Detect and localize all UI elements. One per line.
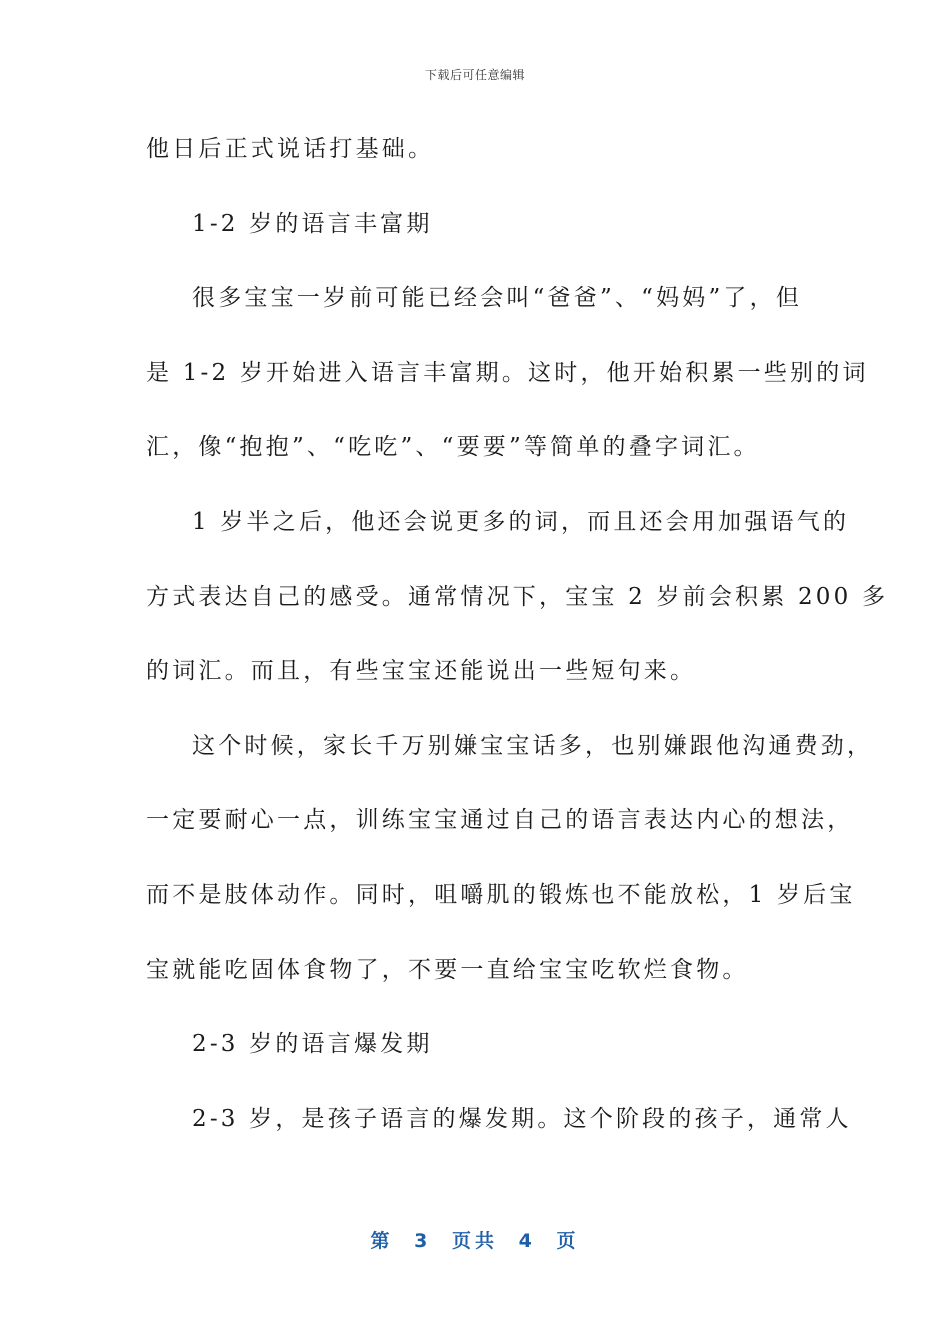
text-line: 很多宝宝一岁前可能已经会叫“爸爸”、“妈妈”了，但: [192, 285, 803, 312]
page-number-footer: 第 3 页共 4 页: [370, 1230, 580, 1252]
text-line: 方式表达自己的感受。通常情况下，宝宝 2 岁前会积累 200 多: [146, 583, 889, 610]
text-line: 宝就能吃固体食物了，不要一直给宝宝吃软烂食物。: [146, 956, 749, 983]
text-line: 一定要耐心一点，训练宝宝通过自己的语言表达内心的想法，: [146, 807, 854, 834]
text-line: 他日后正式说话打基础。: [146, 136, 435, 162]
section-heading: 1-2 岁的语言丰富期: [192, 210, 433, 237]
document-body: [146, 112, 889, 1156]
text-line: 2-3 岁，是孩子语言的爆发期。这个阶段的孩子，通常人: [192, 1105, 852, 1132]
text-line: 的词汇。而且，有些宝宝还能说出一些短句来。: [146, 658, 697, 685]
page-header-note: 下载后可任意编辑: [424, 68, 525, 82]
text-line: 汇，像“抱抱”、“吃吃”、“要要”等简单的叠字词汇。: [146, 434, 760, 461]
text-line: 而不是肢体动作。同时，咀嚼肌的锻炼也不能放松，1 岁后宝: [146, 881, 856, 908]
section-heading: 2-3 岁的语言爆发期: [192, 1031, 433, 1058]
text-line: 这个时候，家长千万别嫌宝宝话多，也别嫌跟他沟通费劲，: [192, 732, 874, 759]
text-line: 1 岁半之后，他还会说更多的词，而且还会用加强语气的: [192, 508, 850, 535]
text-line: 是 1-2 岁开始进入语言丰富期。这时，他开始积累一些别的词: [146, 359, 869, 386]
